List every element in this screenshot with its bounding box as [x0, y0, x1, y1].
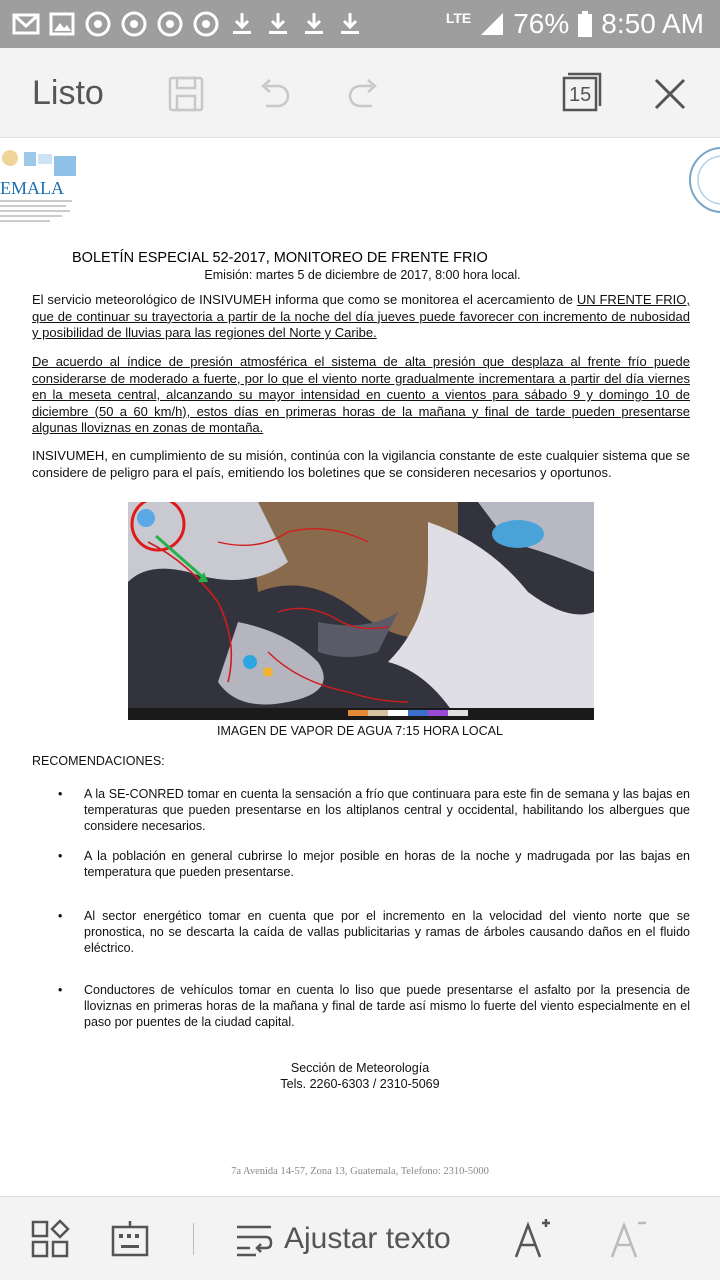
- status-bar: [0, 0, 720, 48]
- signature-phones: Tels. 2260-6303 / 2310-5069: [280, 1077, 440, 1091]
- toolbar-divider: [193, 1223, 194, 1255]
- clock: 8:50 AM: [601, 8, 704, 39]
- editor-toolbar: [0, 48, 720, 138]
- download-icon: [300, 10, 328, 38]
- undo-button[interactable]: [252, 72, 296, 116]
- keyboard-button[interactable]: [110, 1217, 150, 1261]
- fit-text-label: Ajustar texto: [284, 1222, 451, 1255]
- download-icon: [336, 10, 364, 38]
- bottom-toolbar: [0, 1196, 720, 1280]
- chrome-icon: [192, 10, 220, 38]
- list-item: • Conductores de vehículos tomar en cuenta lo liso que puede presentarse el asfalto por la presencia de lloviznas en primeras horas de la mañana y final de tarde así mismo lo fuerte del viento especialmente en el paso por puentes de la ciudad capital.: [58, 983, 690, 1029]
- recommendations-heading: RECOMENDACIONES:: [32, 754, 165, 768]
- signal-icon: [479, 11, 505, 37]
- undo-icon: [254, 74, 294, 114]
- redo-icon: [344, 74, 384, 114]
- document-page: [0, 138, 720, 1196]
- close-button[interactable]: [648, 72, 692, 116]
- redo-button[interactable]: [342, 72, 386, 116]
- close-icon: [652, 76, 688, 112]
- signature-department: Sección de Meteorología: [290, 1061, 430, 1075]
- signature-block: [0, 1060, 720, 1092]
- list-item: • Al sector energético tomar en cuenta que por el incremento en la velocidad del viento norte que se pronostica, no se descarta la caída de vallas publicitarias y ramas de árboles causando daños en el fluido eléctrico.: [58, 909, 690, 955]
- layout-icon: [30, 1219, 70, 1259]
- download-icon: [228, 10, 256, 38]
- paragraph-1: El servicio meteorológico de INSIVUMEH informa que como se monitorea el acercamiento de UN FRENTE FRIO, que de continuar su trayectoria a partir de la noche del día jueves puede favorecer con incremento de nubosidad y posibilidad de lluvias para las regiones del Norte y Caribe.: [32, 292, 690, 340]
- network-type: LTE: [445, 10, 472, 26]
- insivumeh-seal: [688, 138, 720, 228]
- fit-text-button[interactable]: [234, 1217, 451, 1261]
- calendar-day: 15: [569, 84, 592, 106]
- chrome-icon: [84, 10, 112, 38]
- image-caption: IMAGEN DE VAPOR DE AGUA 7:15 HORA LOCAL: [217, 724, 503, 738]
- font-increase-icon: [512, 1217, 552, 1261]
- svg-text:EMALA: EMALA: [0, 178, 64, 198]
- list-item: • A la SE-CONRED tomar en cuenta la sensación a frío que continuara para este fin de semana y las bajas en temperaturas que pueden presentarse en los altiplanos central y occidental, habilitando los albergues que considere necesarios.: [58, 787, 690, 833]
- paragraph-2: De acuerdo al índice de presión atmosférica el sistema de alta presión que desplaza al frente frío puede considerarse de moderado a fuerte, por lo que el viento norte gradualmente incrementara a partir del día viernes en la meseta central, alcanzando su mayor intensidad en cuento a vientos para sábado 9 y domingo 10 de diciembre (50 a 60 km/h), estos días en primeras horas de la mañana y final de tarde pueden presentarse algunas lloviznas en zonas de montaña.: [32, 354, 690, 435]
- calendar-button[interactable]: [560, 72, 604, 116]
- chrome-icon: [156, 10, 184, 38]
- gmail-icon: [12, 10, 40, 38]
- list-item: • A la población en general cubrirse lo mejor posible en horas de la noche y madrugada por las bajas en temperatura que pueden presentarse.: [58, 849, 690, 879]
- water-vapor-satellite-image: [128, 502, 594, 720]
- battery-percent: 76%: [513, 8, 570, 39]
- wrap-text-icon: [234, 1219, 274, 1259]
- battery-icon: [577, 10, 593, 38]
- paragraph-3: INSIVUMEH, en cumplimiento de su misión, continúa con la vigilancia constante de este cualquier sistema que se considere de peligro para el país, emitiendo los boletines que se consideren necesarios y oportunos.: [32, 448, 690, 480]
- footer-address: 7a Avenida 14-57, Zona 13, Guatemala, Telefono: 2310-5000: [231, 1166, 489, 1177]
- done-button[interactable]: Listo: [32, 74, 104, 112]
- bulletin-emission: Emisión: martes 5 de diciembre de 2017, 8:00 hora local.: [204, 268, 521, 282]
- bulletin-title: BOLETÍN ESPECIAL 52-2017, MONITOREO DE FRENTE FRIO: [72, 250, 488, 266]
- keyboard-icon: [110, 1219, 150, 1259]
- chrome-icon: [120, 10, 148, 38]
- institution-logo: [0, 142, 80, 232]
- download-icon: [264, 10, 292, 38]
- gallery-icon: [48, 10, 76, 38]
- font-decrease-icon: [608, 1217, 648, 1261]
- save-icon: [166, 74, 206, 114]
- save-button[interactable]: [164, 72, 208, 116]
- layout-button[interactable]: [30, 1217, 70, 1261]
- decrease-font-button[interactable]: [608, 1217, 648, 1261]
- increase-font-button[interactable]: [512, 1217, 552, 1261]
